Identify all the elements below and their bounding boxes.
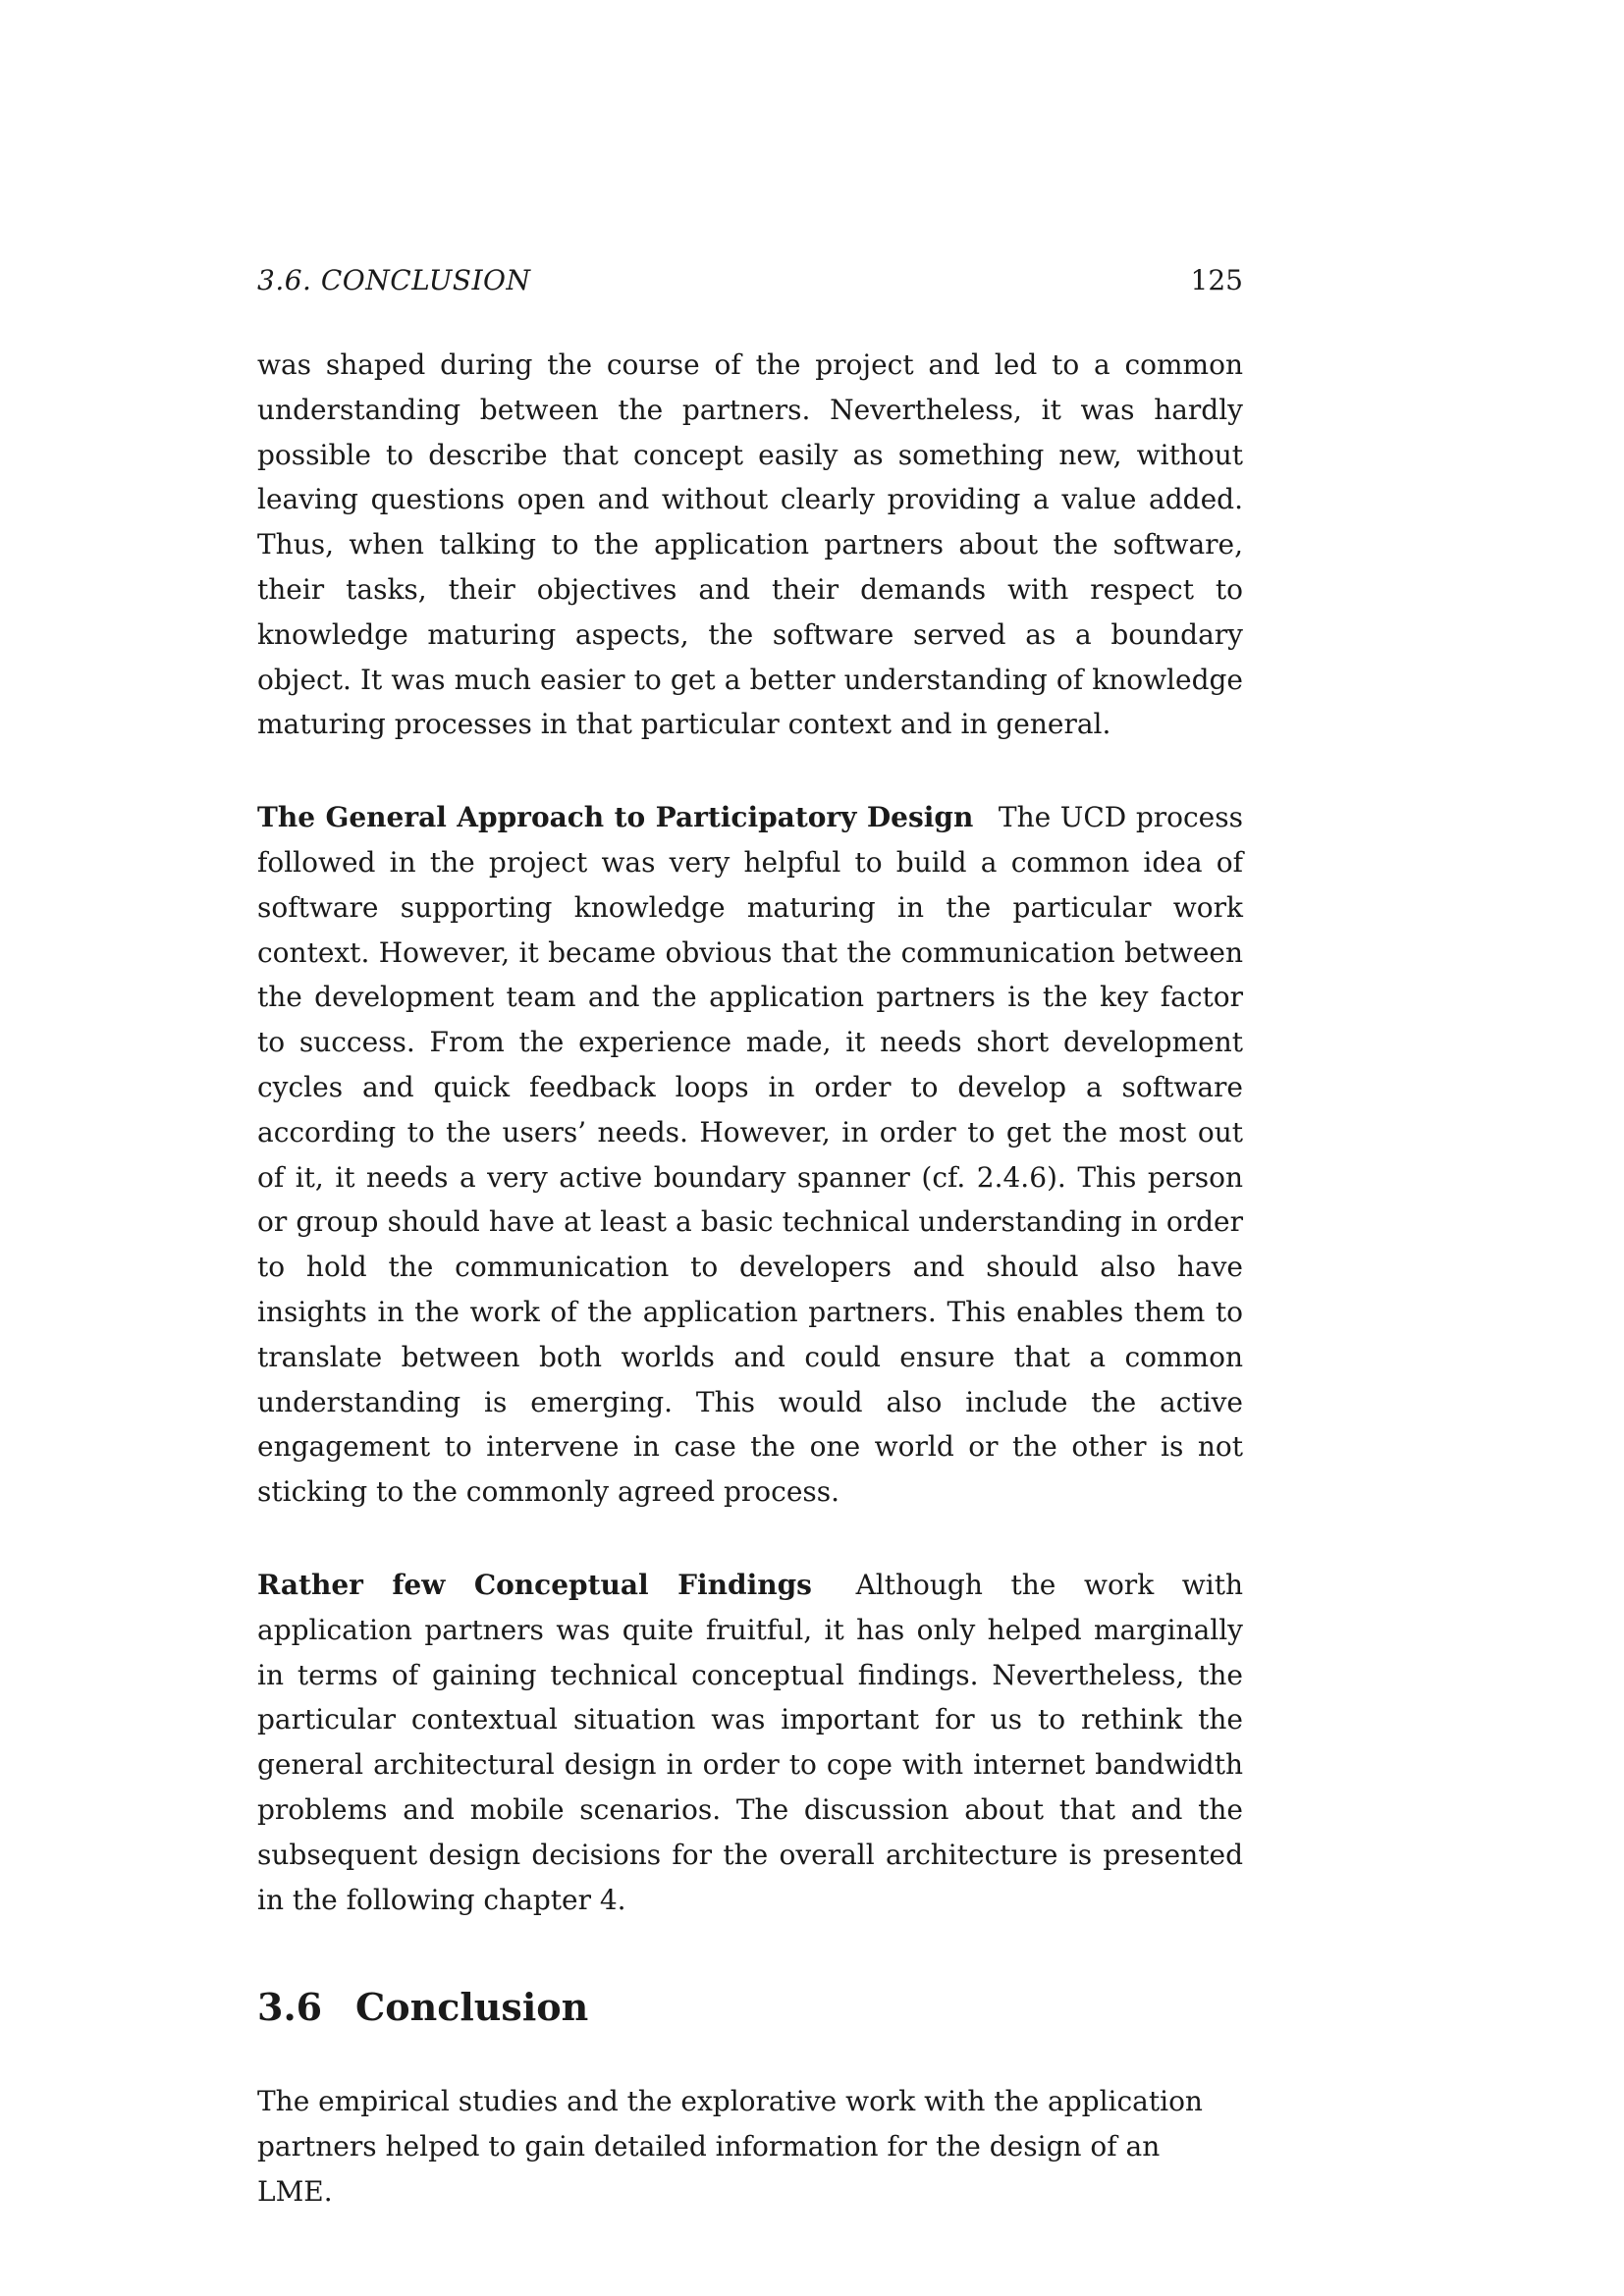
body-text xyxy=(257,343,1243,2215)
running-head-section: 3.6. CONCLUSION xyxy=(257,264,531,296)
page-number: 125 xyxy=(1190,264,1243,296)
paragraph-continuation: was shaped during the course of the project and led to a common understanding between the partners. Nevertheless, it was hardly possible to describe that concept easily as something new, without leaving questions open and without clearly providing a value added. Thus, when talking to the application partners about the software, their tasks, their objectives and their demands with respect to knowledge maturing aspects, the software served as a boundary object. It was much easier to get a better understanding of knowledge maturing processes in that particular context and in general. xyxy=(257,348,1243,741)
section-heading xyxy=(257,1983,1243,2032)
paragraph-participatory-design-body: The UCD process followed in the project was very helpful to build a common idea of software supporting knowledge maturing in the particular work context. However, it became obvious that the communication between the development team and the application partners is the key factor to success. From the experience made, it needs short development cycles and quick feedback loops in order to develop a software according to the users’ needs. However, in order to get the most out of it, it needs a very active boundary spanner (cf. 2.4.6). This person or group should have at least a basic technical understanding in order to hold the communication to developers and should also have insights in the work of the application partners. This enables them to translate between both worlds and could ensure that a common understanding is emerging. This would also include the active engagement to intervene in case the one world or the other is not sticking to the commonly agreed process. xyxy=(257,801,1243,1509)
running-header xyxy=(257,261,1243,300)
paragraph-conceptual-findings xyxy=(257,1563,1243,1922)
paragraph-conclusion: The empirical studies and the explorative work with the application partners helped to gain detailed information for the design of an LME. xyxy=(257,2085,1203,2208)
section-number: 3.6 xyxy=(257,1985,323,2030)
section-title: Conclusion xyxy=(355,1985,589,2030)
paragraph-conceptual-findings-body: Although the work with application partners was quite fruitful, it has only helped marginally in terms of gaining technical conceptual findings. Nevertheless, the particular contextual situation was important for us to rethink the general architectural design in order to cope with internet bandwidth problems and mobile scenarios. The discussion about that and the subsequent design decisions for the overall architecture is presented in the following chapter 4. xyxy=(257,1568,1243,1916)
run-in-heading-participatory-design: The General Approach to Participatory Design xyxy=(257,801,974,834)
run-in-heading-conceptual-findings: Rather few Conceptual Findings xyxy=(257,1568,812,1601)
paragraph-participatory-design xyxy=(257,795,1243,1515)
